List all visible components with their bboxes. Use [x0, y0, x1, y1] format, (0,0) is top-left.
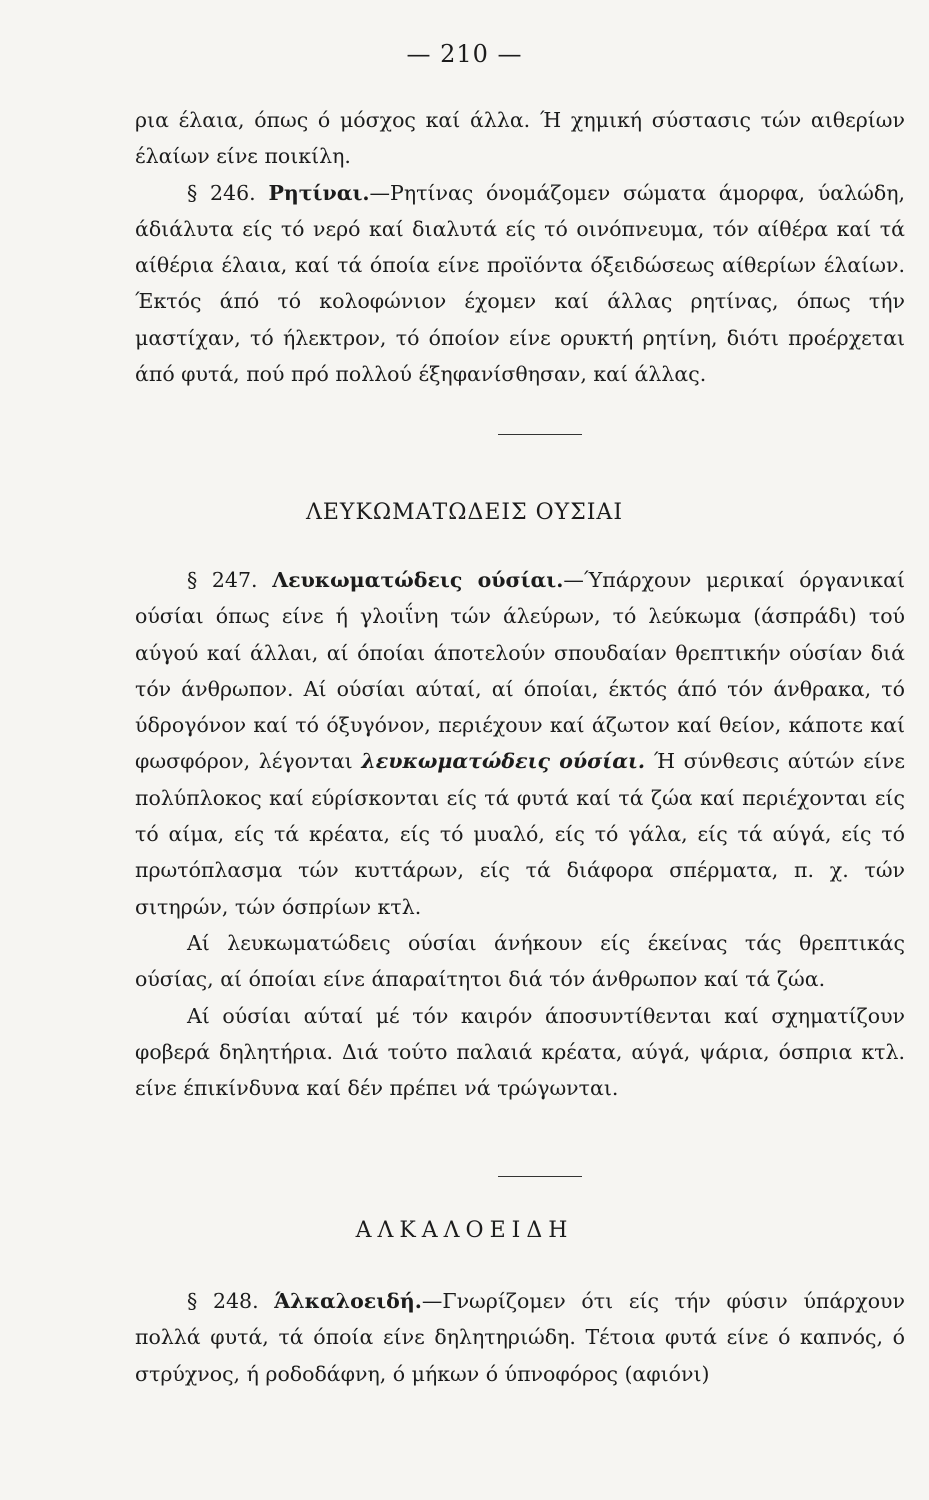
paragraph-247-3: Αί ούσίαι αύταί μέ τόν καιρόν άποσυντίθενται καί σχηματίζουν φοβερά δηλητήρια. Διά τούτο παλαιά κρέατα, αύγά, ψάρια, όσπρια κτλ. είνε έπικίνδυνα καί δέν πρέπει νά τρώγωνται.	[135, 1003, 905, 1101]
section-number: § 246.	[187, 180, 256, 205]
paragraph-248	[135, 1283, 905, 1392]
continuation-paragraph: ρια έλαια, όπως ό μόσχος καί άλλα. Ή χημική σύστασις τών αιθερίων έλαίων είνε ποικίλη.	[135, 108, 905, 169]
section-246	[135, 102, 905, 392]
section-title: Άλκαλοειδή.	[274, 1289, 422, 1313]
section-body-b: Ή σύνθεσις αύτών είνε πολύπλοκος καί εύρίσκονται είς τά φυτά καί τά ζώα καί περιέχονται είς τό αίμα, είς τά κρέατα, είς τό μυαλό, είς τό γάλα, είς τά αύγά, είς τό πρωτόπλασμα τών κυττάρων, είς τά διάφορα σπέρματα, π. χ. τών σιτηρών, τών όσπρίων κτλ.	[135, 749, 905, 919]
page-number: — 210 —	[406, 40, 523, 68]
section-body: —Ρητίνας όνομάζομεν σώματα άμορφα, ύαλώδη, άδιάλυτα είς τό νερό καί διαλυτά είς τό οινόπνευμα, τόν αίθέρα καί τά αίθέρια έλαια, καί τά όποία είνε προϊόντα όξειδώσεως αίθερίων έλαίων. Έκτός άπό τό κολοφώνιον έχομεν καί άλλας ρητίνας, όπως τήν μαστίχαν, τό ήλεκτρον, τό όποίον είνε ορυκτή ρητίνη, διότι προέρχεται άπό φυτά, πού πρό πολλού έξηφανίσθησαν, καί άλλας.	[135, 180, 905, 387]
paragraph-247-2: Αί λευκωματώδεις ούσίαι άνήκουν είς έκείνας τάς θρεπτικάς ούσίας, αί όποίαι είνε άπαραίτητοι διά τόν άνθρωπον καί τά ζώα.	[135, 930, 905, 992]
section-body: —Γνωρίζομεν ότι είς τήν φύσιν ύπάρχουν πολλά φυτά, τά όποία είνε δηλητηριώδη. Τέτοια φυτά είνε ό καπνός, ό στρύχνος, ή ροδοδάφνη, ό μήκων ό ύπνοφόρος (αφιόνι)	[135, 1289, 905, 1386]
divider	[498, 1176, 582, 1177]
section-body-a: —Ύπάρχουν μερικαί όργανικαί ούσίαι όπως είνε ή γλοιΐνη τών άλεύρων, τό λεύκωμα (άσπράδι) τού αύγού καί άλλαι, αί όποίαι άποτελούν σπουδαίαν θρεπτικήν ούσίαν διά τόν άνθρωπον. Αί ούσίαι αύταί, αί όποίαι, έκτός άπό τόν άνθρακα, τό ύδρογόνον καί τό όξυγόνον, περιέχουν καί άζωτον καί θείον, κάποτε καί φωσφόρον, λέγονται	[135, 568, 905, 774]
divider	[498, 434, 582, 435]
heading-albumins: ΛΕΥΚΩΜΑΤΩΔΕΙΣ ΟΥΣΙΑΙ	[305, 500, 624, 525]
paragraph-246	[135, 175, 905, 393]
paragraph-247	[135, 562, 905, 925]
section-title: Λευκωματώδεις ούσίαι.	[272, 568, 564, 592]
section-247	[135, 562, 905, 1106]
section-number: § 248.	[187, 1289, 259, 1313]
section-title: Ρητίναι.	[268, 180, 370, 205]
section-248	[135, 1283, 905, 1392]
heading-alkaloids: ΑΛΚΑΛΟΕΙΔΗ	[355, 1218, 574, 1243]
section-number: § 247.	[187, 568, 258, 592]
emphasis-term: λευκωματώδεις ούσίαι.	[361, 749, 646, 774]
